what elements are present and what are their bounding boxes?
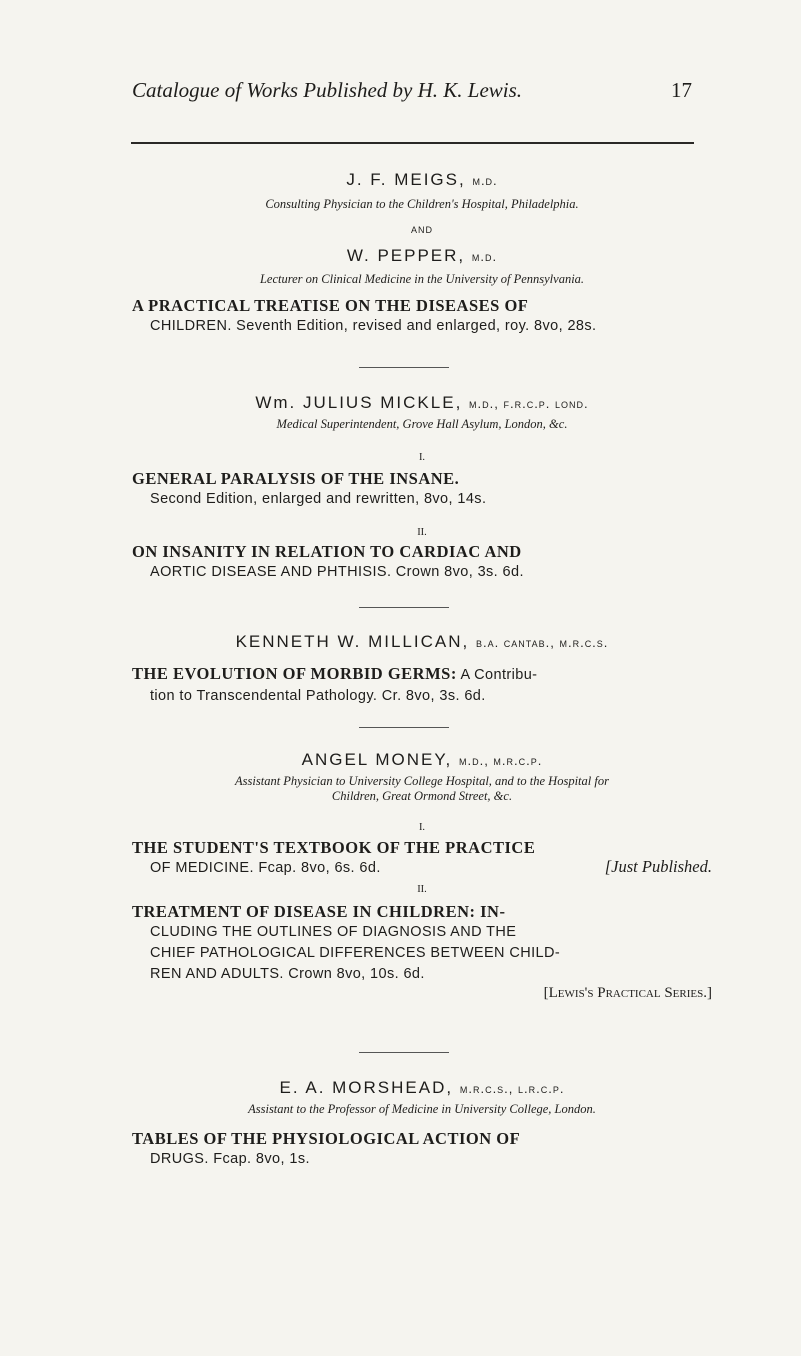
- book-title-evolution-morbid-germs: THE EVOLUTION OF MORBID GERMS: A Contribu- tion to Transcendental Pathology. Cr. 8vo, 3s. 6d.: [132, 664, 538, 704]
- book-title-students-textbook: THE STUDENT'S TEXTBOOK OF THE PRACTICE OF MEDICINE. Fcap. 8vo, 6s. 6d. [Just Published.: [132, 838, 712, 876]
- running-title: Catalogue of Works Published by H. K. Lewis.: [132, 78, 523, 102]
- author-money: ANGEL MONEY, m.d., m.r.c.p.: [301, 750, 543, 769]
- publication-note: [Just Published.: [604, 857, 712, 876]
- work-numeral: I.: [418, 822, 426, 833]
- author-millican: KENNETH W. MILLICAN, b.a. cantab., m.r.c.s.: [235, 632, 609, 651]
- author-mickle: Wm. JULIUS MICKLE, m.d., f.r.c.p. lond.: [255, 393, 589, 412]
- affiliation-money: Assistant Physician to University College Hospital, and to the Hospital for Children, Great Ormond Street, &c.: [235, 774, 609, 803]
- section-divider: [359, 1052, 449, 1053]
- series-note: [Lewis's Practical Series.]: [543, 985, 712, 1001]
- work-numeral: II.: [417, 884, 427, 895]
- work-numeral: I.: [418, 452, 426, 463]
- affiliation-pepper: Lecturer on Clinical Medicine in the University of Pennsylvania.: [259, 272, 585, 286]
- affiliation-mickle: Medical Superintendent, Grove Hall Asylum, London, &c.: [276, 417, 568, 431]
- book-title-diseases-of-children: A PRACTICAL TREATISE ON THE DISEASES OF CHILDREN. Seventh Edition, revised and enlarged, roy. 8vo, 28s.: [132, 296, 597, 334]
- page-number: 17: [671, 78, 692, 102]
- author-pepper: W. PEPPER, m.d.: [346, 246, 498, 265]
- affiliation-morshead: Assistant to the Professor of Medicine in University College, London.: [248, 1102, 596, 1116]
- book-title-physiological-action-drugs: TABLES OF THE PHYSIOLOGICAL ACTION OF DRUGS. Fcap. 8vo, 1s.: [132, 1129, 521, 1167]
- header-rule: [131, 142, 694, 144]
- book-title-insanity-cardiac: ON INSANITY IN RELATION TO CARDIAC AND AORTIC DISEASE AND PHTHISIS. Crown 8vo, 3s. 6d.: [132, 542, 524, 580]
- and-separator: AND: [410, 225, 433, 235]
- book-title-general-paralysis: GENERAL PARALYSIS OF THE INSANE. Second Edition, enlarged and rewritten, 8vo, 14s.: [132, 469, 487, 507]
- author-meigs: J. F. MEIGS, m.d.: [346, 170, 498, 189]
- author-morshead: E. A. MORSHEAD, m.r.c.s., l.r.c.p.: [279, 1078, 565, 1097]
- work-numeral: II.: [417, 527, 427, 538]
- affiliation-meigs: Consulting Physician to the Children's Hospital, Philadelphia.: [265, 197, 579, 211]
- section-divider: [359, 367, 449, 368]
- section-divider: [359, 727, 449, 728]
- section-divider: [359, 607, 449, 608]
- running-header: [132, 78, 692, 103]
- book-title-treatment-disease-children: TREATMENT OF DISEASE IN CHILDREN: IN- CLUDING THE OUTLINES OF DIAGNOSIS AND THE CHIEF PATHOLOGICAL DIFFERENCES BETWEEN CHILD- REN AND ADULTS. Crown 8vo, 10s. 6d. [Lewis's Practical Series.]: [132, 902, 712, 1001]
